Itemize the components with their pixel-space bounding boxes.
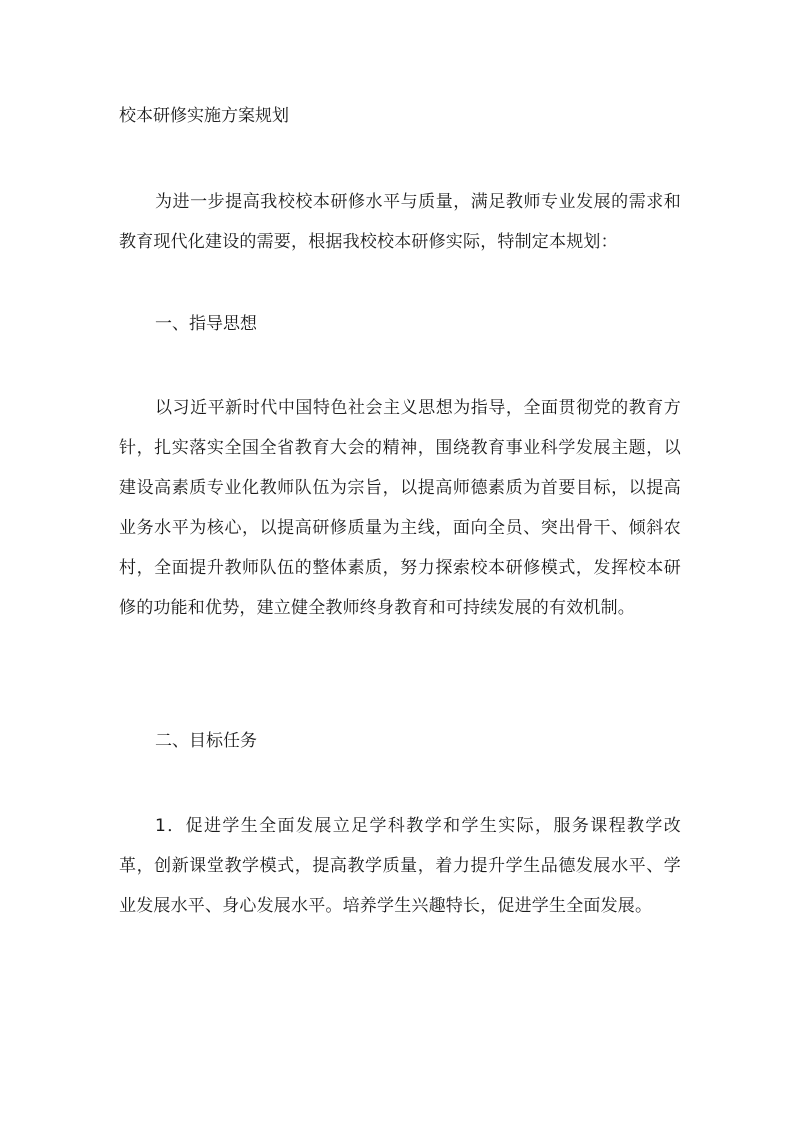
guiding-ideology-paragraph: 以习近平新时代中国特色社会主义思想为指导，全面贯彻党的教育方针，扎实落实全国全省教育大会的精神，围绕教育事业科学发展主题，以建设高素质专业化教师队伍为宗旨，以提高师德素质为首要目标，以提高业务水平为核心，以提高研修质量为主线，面向全员、突出骨干、倾斜农村，全面提升教师队伍的整体素质，努力探索校本研修模式，发挥校本研修的功能和优势，建立健全教师终身教育和可持续发展的有效机制。 [119, 398, 681, 618]
section-heading-goals-tasks: 二、目标任务 [155, 731, 257, 751]
section-heading-guiding-ideology: 一、指导思想 [155, 314, 257, 334]
document-title: 校本研修实施方案规划 [119, 106, 289, 126]
intro-paragraph: 为进一步提高我校校本研修水平与质量，满足教师专业发展的需求和教育现代化建设的需要，根据我校校本研修实际，特制定本规划： [119, 192, 681, 252]
goal-item-1-paragraph: 1．促进学生全面发展立足学科教学和学生实际，服务课程教学改革，创新课堂教学模式，提高教学质量，着力提升学生品德发展水平、学业发展水平、身心发展水平。培养学生兴趣特长，促进学生全面发展。 [119, 816, 681, 916]
